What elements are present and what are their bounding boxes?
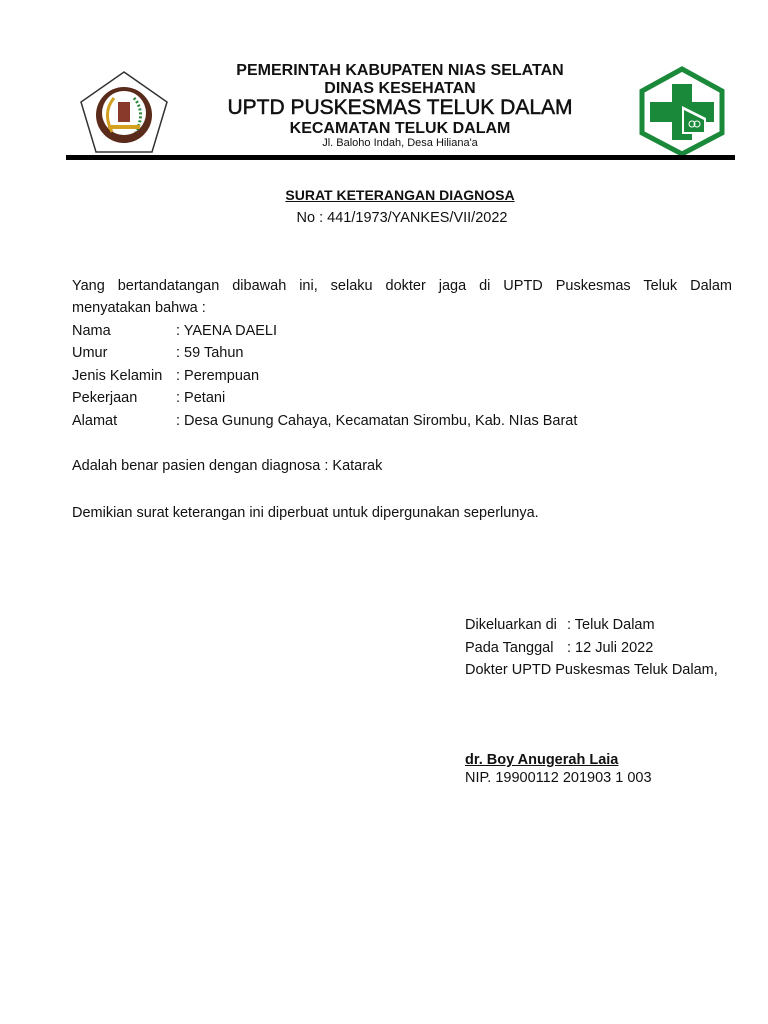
field-value: : Perempuan: [176, 368, 260, 384]
document-number: No : 441/1973/YANKES/VII/2022: [296, 210, 508, 226]
header-district: KECAMATAN TELUK DALAM: [289, 120, 511, 137]
field-label: Nama: [72, 323, 111, 339]
header-divider: [66, 155, 735, 160]
issued-label: Dikeluarkan di: [465, 617, 557, 633]
header-department: DINAS KESEHATAN: [324, 80, 476, 97]
document-title: SURAT KETERANGAN DIAGNOSA: [285, 187, 515, 203]
field-label: Alamat: [72, 413, 118, 429]
intro-line-2: menyatakan bahwa :: [72, 300, 206, 316]
field-value: : Petani: [176, 390, 226, 406]
field-label: Pekerjaan: [72, 390, 138, 406]
signer-name: dr. Boy Anugerah Laia: [465, 752, 619, 768]
header-institution: UPTD PUSKESMAS TELUK DALAM: [227, 96, 573, 119]
date-label: Pada Tanggal: [465, 640, 554, 656]
signer-role: Dokter UPTD Puskesmas Teluk Dalam,: [465, 662, 718, 678]
field-value: : YAENA DAELI: [176, 323, 278, 339]
field-value: : 59 Tahun: [176, 345, 244, 361]
diagnosis-statement: Adalah benar pasien dengan diagnosa : Katarak: [72, 458, 383, 474]
intro-line-1: Yang bertandatangan dibawah ini, selaku dokter jaga di UPTD Puskesmas Teluk Dalam: [72, 278, 732, 294]
field-label: Umur: [72, 345, 108, 361]
field-value: : Desa Gunung Cahaya, Kecamatan Sirombu, Kab. NIas Barat: [176, 413, 578, 429]
field-label: Jenis Kelamin: [72, 368, 163, 384]
date-value: : 12 Juli 2022: [567, 640, 654, 656]
signer-nip: NIP. 19900112 201903 1 003: [465, 770, 652, 786]
header-government: PEMERINTAH KABUPATEN NIAS SELATAN: [236, 62, 564, 79]
header-address: Jl. Baloho Indah, Desa Hiliana'a: [322, 137, 478, 149]
closing-statement: Demikian surat keterangan ini diperbuat untuk dipergunakan seperlunya.: [72, 505, 539, 521]
issued-value: : Teluk Dalam: [567, 617, 655, 633]
